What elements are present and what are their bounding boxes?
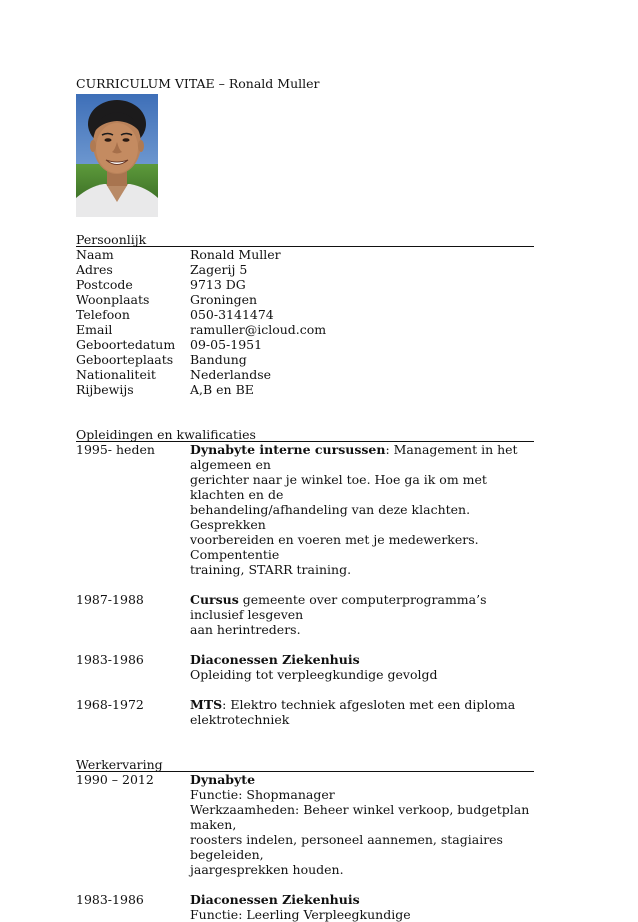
- education-first-line: [190, 442, 534, 472]
- work-line: Werkzaamheden: Beheer winkel verkoop, budgetplan maken,: [190, 802, 530, 832]
- work-item: [76, 772, 534, 877]
- personal-label: Telefoon: [76, 307, 130, 322]
- education-line: Opleiding tot verpleegkundige gevolgd: [190, 667, 438, 682]
- personal-label: Rijbewijs: [76, 382, 134, 397]
- personal-label: Geboorteplaats: [76, 352, 174, 367]
- education-section-heading: [76, 427, 534, 442]
- education-line: voorbereiden en voeren met je medewerkers. Compententie: [190, 532, 479, 562]
- personal-value: Groningen: [190, 292, 258, 307]
- personal-details: [76, 247, 534, 397]
- education-period: 1995- heden: [76, 442, 155, 457]
- work-section-heading: [76, 757, 534, 772]
- personal-row: [76, 292, 534, 307]
- education-title: Cursus: [190, 592, 239, 607]
- education-heading-text: Opleidingen en kwalificaties: [76, 427, 256, 442]
- work-period: 1990 – 2012: [76, 772, 154, 787]
- personal-label: Email: [76, 322, 113, 337]
- personal-row: [76, 322, 534, 337]
- education-period: 1983-1986: [76, 652, 144, 667]
- document-title: CURRICULUM VITAE – Ronald Muller: [76, 76, 320, 91]
- work-item: [76, 892, 534, 922]
- personal-value: 050-3141474: [190, 307, 274, 322]
- education-item: [76, 442, 534, 577]
- education-title: Diaconessen Ziekenhuis: [190, 652, 360, 667]
- education-line: behandeling/afhandeling van deze klachten. Gesprekken: [190, 502, 471, 532]
- personal-label: Adres: [76, 262, 113, 277]
- education-details: [190, 442, 534, 577]
- education-details: [190, 592, 534, 637]
- education-item: [76, 697, 534, 727]
- portrait-photo: [76, 94, 158, 217]
- personal-row: [76, 367, 534, 382]
- personal-label: Geboortedatum: [76, 337, 176, 352]
- personal-row: [76, 247, 534, 262]
- personal-row: [76, 307, 534, 322]
- education-line: training, STARR training.: [190, 562, 352, 577]
- personal-section-heading: [76, 232, 534, 247]
- personal-label: Postcode: [76, 277, 133, 292]
- personal-value: Zagerij 5: [190, 262, 248, 277]
- work-details: [190, 892, 534, 922]
- education-period: 1987-1988: [76, 592, 144, 607]
- personal-label: Naam: [76, 247, 114, 262]
- work-list: [76, 772, 534, 922]
- personal-value: 09-05-1951: [190, 337, 263, 352]
- item-spacer: [76, 637, 534, 652]
- education-title-suffix: gemeente over computerprogramma’s inclusief lesgeven: [190, 592, 487, 622]
- item-spacer: [76, 877, 534, 892]
- education-list: [76, 442, 534, 727]
- education-details: [190, 652, 534, 682]
- personal-value: 9713 DG: [190, 277, 246, 292]
- work-heading-text: Werkervaring: [76, 757, 163, 772]
- work-line: jaargesprekken houden.: [190, 862, 344, 877]
- item-spacer: [76, 682, 534, 697]
- education-first-line: [190, 652, 534, 667]
- personal-heading-text: Persoonlijk: [76, 232, 147, 247]
- personal-value: A,B en BE: [190, 382, 254, 397]
- education-title-suffix: : Management in het algemeen en: [190, 442, 518, 472]
- work-line: roosters indelen, personeel aannemen, stagiaires begeleiden,: [190, 832, 503, 862]
- education-first-line: [190, 697, 534, 727]
- education-title: Dynabyte interne cursussen: [190, 442, 386, 457]
- education-title: MTS: [190, 697, 223, 712]
- work-employer: Dynabyte: [190, 772, 256, 787]
- education-line: gerichter naar je winkel toe. Hoe ga ik om met klachten en de: [190, 472, 487, 502]
- education-title-suffix: : Elektro techniek afgesloten met een diploma elektrotechniek: [190, 697, 516, 727]
- work-line: Functie: Leerling Verpleegkundige: [190, 907, 411, 922]
- personal-value: Nederlandse: [190, 367, 272, 382]
- personal-value: Ronald Muller: [190, 247, 281, 262]
- personal-label: Nationaliteit: [76, 367, 156, 382]
- personal-value: ramuller@icloud.com: [190, 322, 327, 337]
- work-line: Functie: Shopmanager: [190, 787, 335, 802]
- personal-label: Woonplaats: [76, 292, 150, 307]
- personal-row: [76, 337, 534, 352]
- cv-page: [76, 76, 534, 922]
- personal-row: [76, 262, 534, 277]
- education-details: [190, 697, 534, 727]
- education-item: [76, 592, 534, 637]
- personal-row: [76, 382, 534, 397]
- work-period: 1983-1986: [76, 892, 144, 907]
- education-period: 1968-1972: [76, 697, 144, 712]
- item-spacer: [76, 577, 534, 592]
- work-employer: Diaconessen Ziekenhuis: [190, 892, 360, 907]
- work-details: [190, 772, 534, 877]
- personal-row: [76, 352, 534, 367]
- personal-value: Bandung: [190, 352, 247, 367]
- education-line: aan herintreders.: [190, 622, 301, 637]
- education-first-line: [190, 592, 534, 622]
- education-item: [76, 652, 534, 682]
- personal-row: [76, 277, 534, 292]
- portrait-photo-image: [76, 94, 158, 217]
